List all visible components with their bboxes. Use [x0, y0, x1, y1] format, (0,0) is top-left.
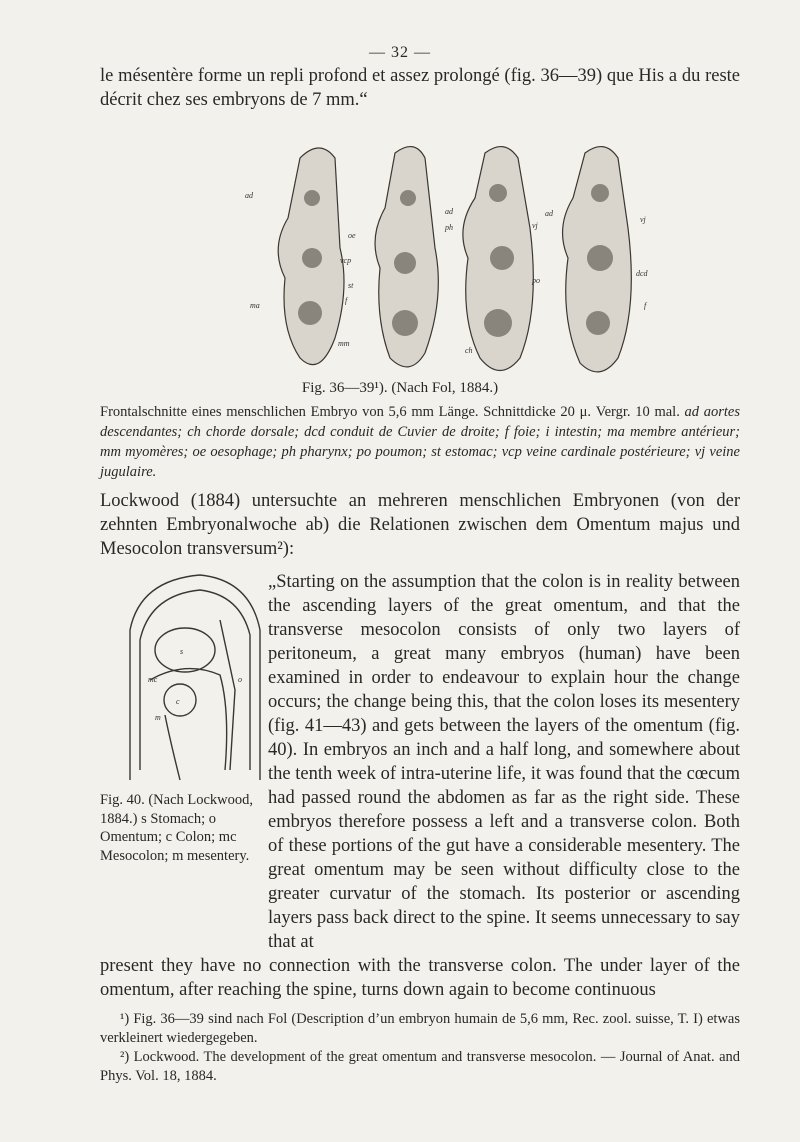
fig36-label-6: ma: [250, 301, 260, 310]
fig36-label-9: ph: [445, 223, 453, 232]
figure-40-diagram: [110, 570, 265, 790]
fig36-label-7: mm: [338, 339, 350, 348]
figure-36-39-caption-line: Frontalschnitte eines menschlichen Embryo von 5,6 mm Länge. Schnittdicke 20 μ. Vergr. 10 mal.: [100, 404, 680, 420]
fig36-label-10: vj: [532, 221, 538, 230]
fig36-label-14: vj: [640, 215, 646, 224]
fig40-label-s: s: [180, 647, 184, 656]
fig36-label-15: dcd: [636, 269, 648, 278]
fig40-label-o: o: [238, 675, 242, 684]
fig36-label-13: ad: [545, 209, 553, 218]
fig36-label-3: vcp: [340, 256, 352, 265]
footnote-1: ¹) Fig. 36—39 sind nach Fol (Description d’un embryon humain de 5,6 mm, Rec. zool. suisse, T. I) etwas verkleinert wiedergegeben.: [100, 1011, 740, 1046]
footnote-2: ²) Lockwood. The development of the great omentum and transverse mesocolon. — Journal of Anat. and Phys. Vol. 18, 1884.: [100, 1049, 740, 1084]
figure-36-39-caption: [100, 402, 740, 482]
fig36-label-1: ad: [245, 191, 253, 200]
fig36-label-4: st: [348, 281, 354, 290]
fig36-label-5: f: [345, 296, 348, 305]
fig40-label-mc: mc: [148, 675, 158, 684]
intro-paragraph: le mésentère forme un repli profond et assez prolongé (fig. 36—39) que His a du reste décrit chez ses embryons de 7 mm.“: [100, 66, 740, 110]
fig36-label-11: po: [532, 276, 540, 285]
lockwood-quote: „Starting on the assumption that the colon is in reality between the ascending layers of the great omentum, and that the transverse mesocolon consists of only two layers of peritoneum, a great many embryos (human) have been examined in order to endeavour to explain hour the change occurs; the change being this, that the colon loses its mesentery (fig. 41—43) and gets between the layers of the omentum (fig. 40). In embryos an inch and a half long, and somewhere about the tenth week of intra-uterine life, it was found that the cœcum had passed round the abdomen as far as the right side. These embryos therefore possess a left and a transverse colon. Both of these portions of the gut have a considerable mesentery. The great omentum may be seen without difficulty close to the greater curvatur of the stomach. Its posterior or ascending layers pass back direct to the spine. It seems unnecessary to say that at: [268, 572, 740, 952]
fig36-label-2: oe: [348, 231, 356, 240]
fig36-label-8: ad: [445, 207, 453, 216]
fig40-label-c: c: [176, 697, 180, 706]
fig36-label-16: f: [644, 301, 647, 310]
lockwood-intro-paragraph: Lockwood (1884) untersuchte an mehreren menschlichen Embryonen (von der zehnten Embryonalwoche ab) die Relationen zwischen dem Omentum majus und Mesocolon transversum²):: [100, 491, 740, 559]
page-number: — 32 —: [369, 44, 431, 61]
lockwood-quote-continued: present they have no connection with the transverse colon. The under layer of the omentum, after reaching the spine, turns down again to become continuous: [100, 956, 740, 1000]
figure-36-39-plate: [240, 138, 660, 383]
figure-36-39-title: Fig. 36—39¹). (Nach Fol, 1884.): [301, 380, 499, 396]
footnotes: [100, 1010, 740, 1086]
fig36-label-12: ch: [465, 346, 473, 355]
figure-36-39-legend: ad aortes descendantes; ch chorde dorsale; dcd conduit de Cuvier de droite; f foie; i intestin; ma membre antérieur; mm myomères; oe oesophage; ph pharynx; po poumon; st estomac; vcp veine cardinale postérieure; vj veine jugulaire.: [100, 404, 741, 480]
figure-40-caption: Fig. 40. (Nach Lockwood, 1884.) s Stomach; o Omentum; c Colon; mc Mesocolon; m mesentery.: [100, 792, 254, 864]
fig40-label-m: m: [155, 713, 161, 722]
